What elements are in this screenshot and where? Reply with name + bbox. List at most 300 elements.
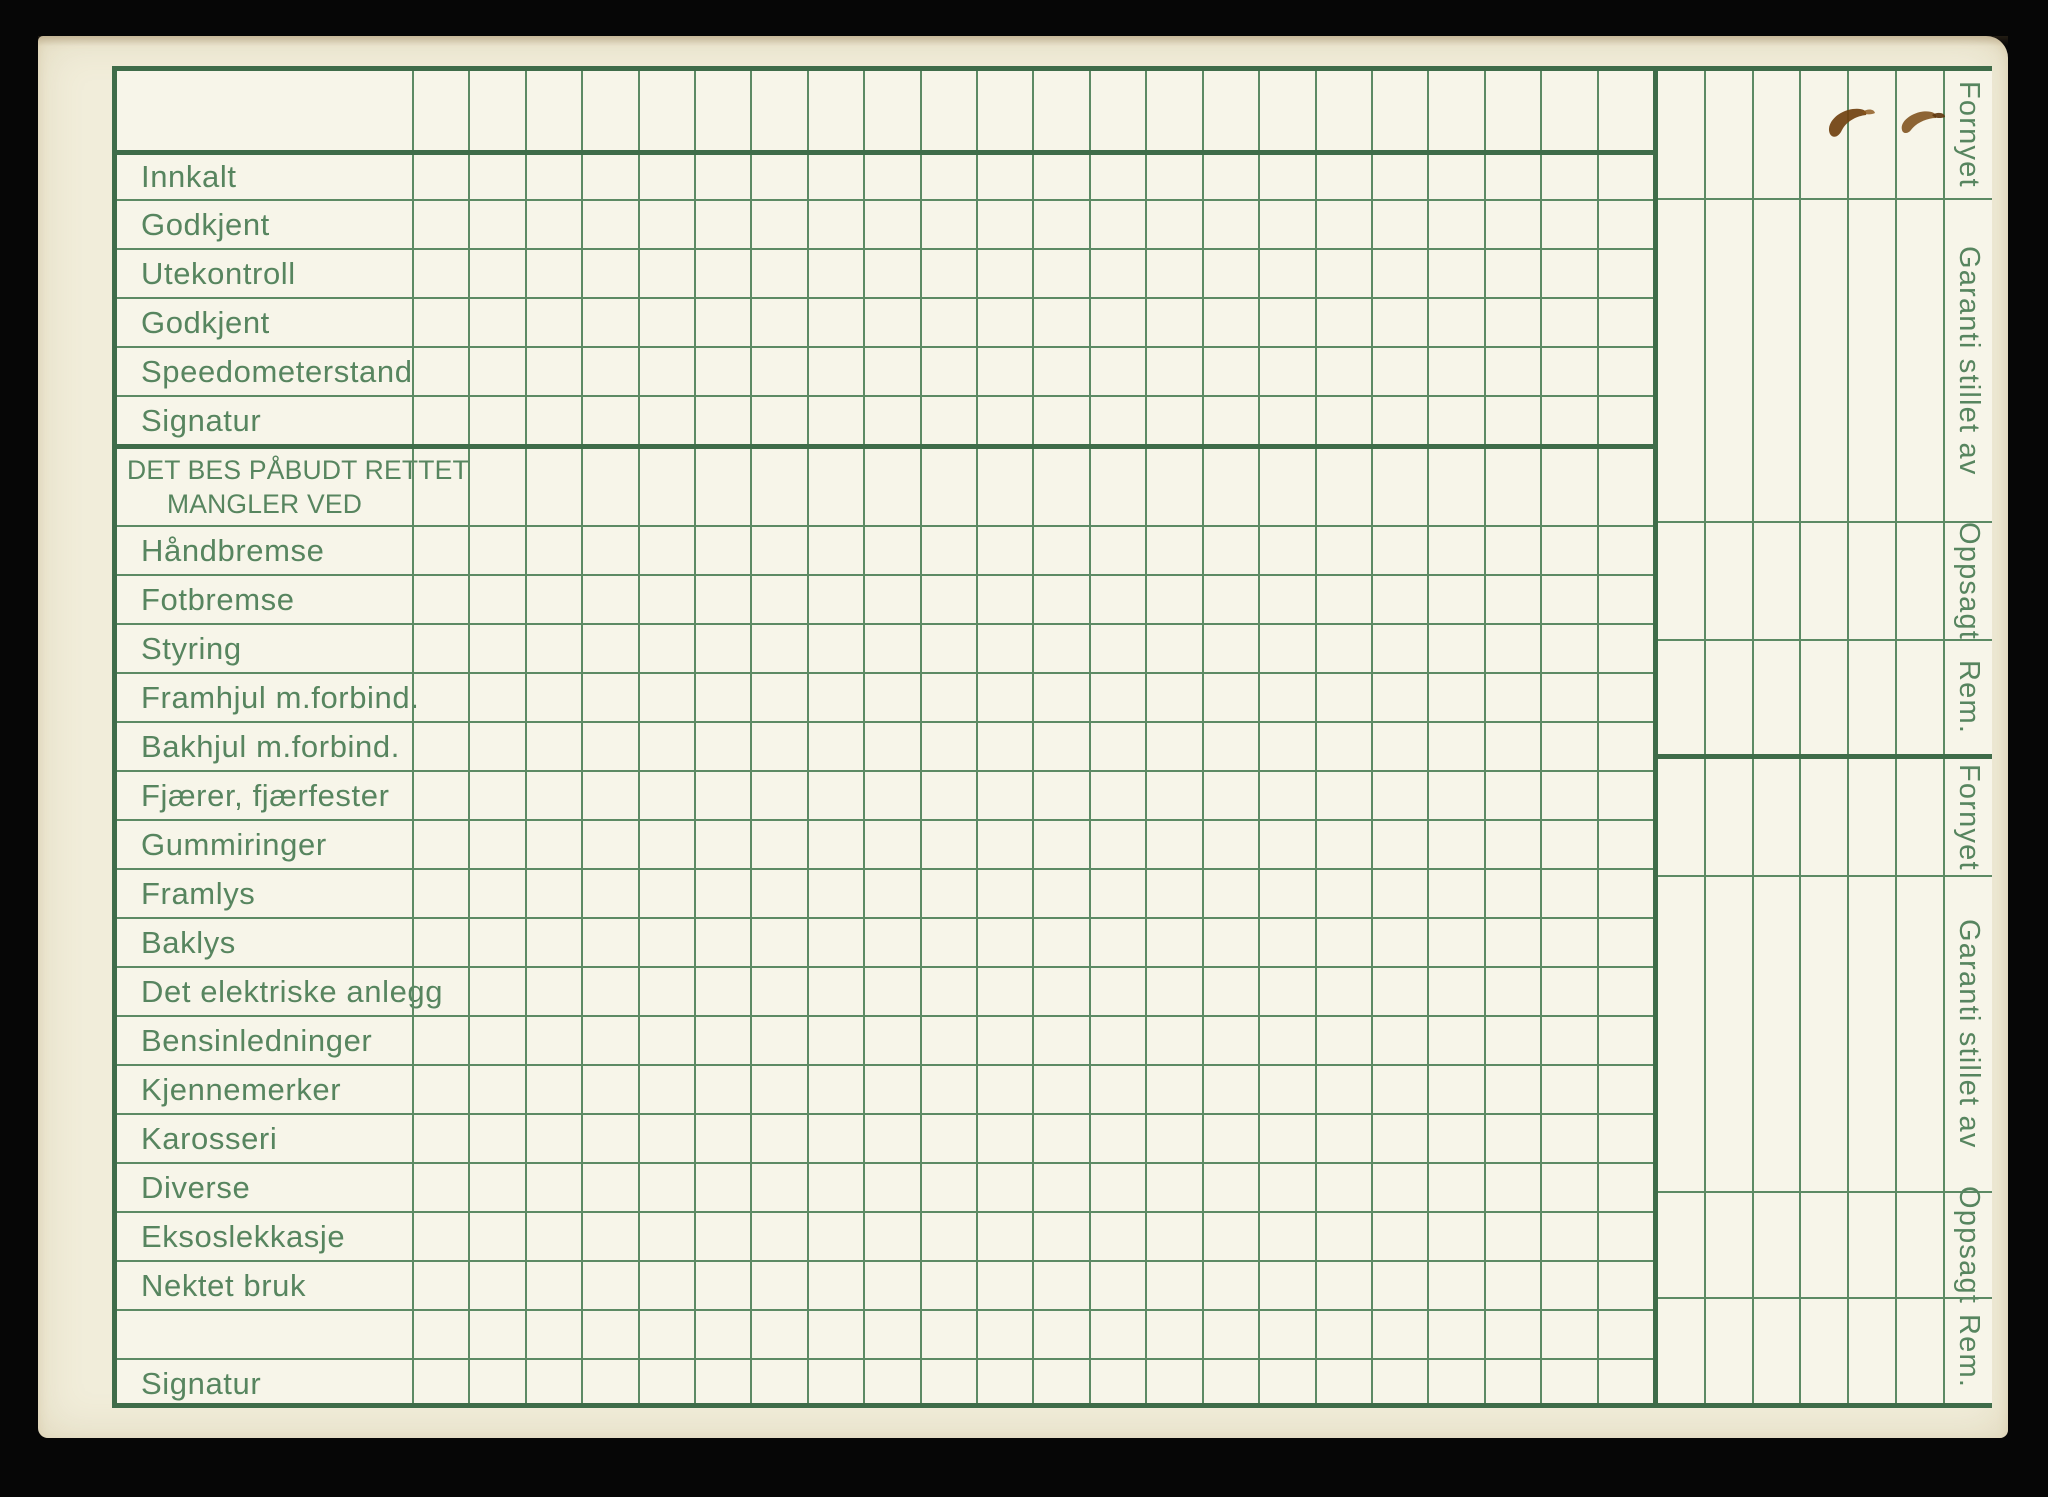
grid-cell bbox=[750, 527, 806, 574]
row-cells bbox=[412, 1017, 1653, 1064]
grid-cell bbox=[976, 1164, 1032, 1211]
grid-cell bbox=[412, 625, 468, 672]
grid-cell bbox=[468, 155, 524, 199]
grid-cell bbox=[863, 1017, 919, 1064]
grid-cell bbox=[1371, 968, 1427, 1015]
grid-cell bbox=[412, 1311, 468, 1358]
grid-cell bbox=[807, 968, 863, 1015]
grid-cell bbox=[1315, 821, 1371, 868]
grid-cell bbox=[412, 527, 468, 574]
grid-cell bbox=[976, 576, 1032, 623]
grid-cell bbox=[1315, 968, 1371, 1015]
grid-cell bbox=[1258, 1360, 1314, 1407]
grid-cell bbox=[1540, 155, 1596, 199]
grid-cell bbox=[581, 723, 637, 770]
grid-cell bbox=[807, 155, 863, 199]
grid-cell bbox=[1145, 625, 1201, 672]
grid-cell bbox=[1371, 919, 1427, 966]
table-row bbox=[117, 966, 1653, 1015]
grid-cell bbox=[1089, 527, 1145, 574]
grid-cell bbox=[1427, 250, 1483, 297]
row-cells bbox=[412, 821, 1653, 868]
grid-cell bbox=[807, 1017, 863, 1064]
panel-section-cells bbox=[1658, 877, 1943, 1191]
grid-cell bbox=[807, 1213, 863, 1260]
table-row bbox=[117, 917, 1653, 966]
grid-cell bbox=[581, 1262, 637, 1309]
grid-cell bbox=[1202, 250, 1258, 297]
grid-cell bbox=[807, 870, 863, 917]
grid-cell bbox=[750, 674, 806, 721]
grid-cell bbox=[1427, 919, 1483, 966]
grid-cell bbox=[581, 1213, 637, 1260]
table-row bbox=[117, 444, 1653, 525]
grid-cell bbox=[1315, 1115, 1371, 1162]
grid-cell bbox=[750, 449, 806, 525]
grid-cell bbox=[638, 1311, 694, 1358]
grid-cell bbox=[1315, 397, 1371, 444]
grid-cell bbox=[1540, 674, 1596, 721]
grid-cell bbox=[1427, 1066, 1483, 1113]
grid-cell bbox=[1089, 1066, 1145, 1113]
grid-cell bbox=[1704, 1193, 1752, 1297]
row-label: Styring bbox=[141, 630, 242, 666]
grid-cell bbox=[468, 821, 524, 868]
grid-cell bbox=[1315, 625, 1371, 672]
panel-section-cells bbox=[1658, 1193, 1943, 1297]
grid-cell bbox=[1597, 919, 1653, 966]
grid-cell bbox=[581, 821, 637, 868]
grid-cell bbox=[1427, 1311, 1483, 1358]
grid-cell bbox=[1484, 772, 1540, 819]
grid-cell bbox=[1597, 576, 1653, 623]
panel-section-label: Rem. bbox=[1943, 1299, 1992, 1403]
grid-cell bbox=[525, 250, 581, 297]
row-cells bbox=[412, 870, 1653, 917]
grid-cell bbox=[694, 527, 750, 574]
grid-cell bbox=[412, 919, 468, 966]
grid-cell bbox=[863, 1066, 919, 1113]
grid-cell bbox=[1597, 1017, 1653, 1064]
row-label: Diverse bbox=[141, 1169, 251, 1205]
ink-stain-right bbox=[1902, 111, 1937, 133]
table-row bbox=[117, 868, 1653, 917]
grid-cell bbox=[1427, 968, 1483, 1015]
grid-cell bbox=[1484, 968, 1540, 1015]
row-cells bbox=[412, 772, 1653, 819]
grid-cell bbox=[1895, 759, 1943, 875]
grid-cell bbox=[581, 674, 637, 721]
grid-cell bbox=[807, 576, 863, 623]
grid-cell bbox=[1145, 1213, 1201, 1260]
grid-cell bbox=[1427, 625, 1483, 672]
row-label bbox=[117, 449, 469, 525]
grid-cell bbox=[1145, 71, 1201, 150]
row-label: Eksoslekkasje bbox=[141, 1218, 346, 1254]
grid-cell bbox=[1202, 1360, 1258, 1407]
grid-cell bbox=[468, 1262, 524, 1309]
grid-cell bbox=[1145, 397, 1201, 444]
grid-cell bbox=[1597, 625, 1653, 672]
table-row bbox=[117, 1015, 1653, 1064]
row-cells bbox=[412, 1066, 1653, 1113]
grid-cell bbox=[694, 1360, 750, 1407]
row-cells bbox=[412, 919, 1653, 966]
grid-cell bbox=[1371, 870, 1427, 917]
row-cells bbox=[412, 1164, 1653, 1211]
grid-cell bbox=[525, 155, 581, 199]
grid-cell bbox=[412, 299, 468, 346]
grid-cell bbox=[1315, 674, 1371, 721]
grid-cell bbox=[1032, 250, 1088, 297]
grid-cell bbox=[581, 201, 637, 248]
grid-cell bbox=[1032, 1164, 1088, 1211]
grid-cell bbox=[525, 1017, 581, 1064]
grid-cell bbox=[1484, 1164, 1540, 1211]
grid-cell bbox=[863, 625, 919, 672]
grid-cell bbox=[1089, 397, 1145, 444]
row-label: Det elektriske anlegg bbox=[141, 973, 444, 1009]
grid-cell bbox=[750, 772, 806, 819]
grid-cell bbox=[468, 1164, 524, 1211]
grid-cell bbox=[1427, 723, 1483, 770]
grid-cell bbox=[807, 250, 863, 297]
grid-cell bbox=[976, 772, 1032, 819]
grid-cell bbox=[581, 527, 637, 574]
grid-cell bbox=[1258, 576, 1314, 623]
grid-cell bbox=[863, 870, 919, 917]
grid-cell bbox=[1371, 1311, 1427, 1358]
row-label: Framlys bbox=[141, 875, 256, 911]
grid-cell bbox=[1847, 759, 1895, 875]
grid-cell bbox=[525, 1311, 581, 1358]
grid-cell bbox=[1202, 919, 1258, 966]
table-row bbox=[117, 672, 1653, 721]
table-row bbox=[117, 1064, 1653, 1113]
grid-cell bbox=[694, 919, 750, 966]
grid-cell bbox=[1658, 200, 1704, 521]
grid-cell bbox=[1484, 1115, 1540, 1162]
grid-cell bbox=[468, 201, 524, 248]
grid-cell bbox=[1258, 625, 1314, 672]
grid-cell bbox=[1089, 1213, 1145, 1260]
panel-section-label: Garanti stillet av bbox=[1943, 877, 1992, 1191]
grid-cell bbox=[1540, 625, 1596, 672]
panel-section-cells bbox=[1658, 523, 1943, 639]
grid-cell bbox=[412, 968, 468, 1015]
grid-cell bbox=[581, 250, 637, 297]
grid-cell bbox=[750, 968, 806, 1015]
grid-cell bbox=[807, 1262, 863, 1309]
grid-cell bbox=[1145, 576, 1201, 623]
grid-cell bbox=[1145, 919, 1201, 966]
grid-cell bbox=[976, 674, 1032, 721]
grid-cell bbox=[1258, 397, 1314, 444]
grid-cell bbox=[750, 723, 806, 770]
grid-cell bbox=[1315, 348, 1371, 395]
grid-cell bbox=[694, 968, 750, 1015]
grid-cell bbox=[525, 1262, 581, 1309]
grid-cell bbox=[1145, 201, 1201, 248]
grid-cell bbox=[1202, 576, 1258, 623]
grid-cell bbox=[920, 870, 976, 917]
grid-cell bbox=[1202, 870, 1258, 917]
row-label: Nektet bruk bbox=[141, 1267, 307, 1303]
grid-cell bbox=[468, 527, 524, 574]
grid-cell bbox=[468, 1311, 524, 1358]
grid-cell bbox=[1315, 201, 1371, 248]
row-label: Bakhjul m.forbind. bbox=[141, 728, 400, 764]
panel-section bbox=[1658, 754, 1992, 875]
grid-cell bbox=[1371, 155, 1427, 199]
grid-cell bbox=[750, 1360, 806, 1407]
grid-cell bbox=[1371, 299, 1427, 346]
grid-cell bbox=[412, 71, 468, 150]
grid-cell bbox=[1145, 250, 1201, 297]
grid-cell bbox=[1089, 968, 1145, 1015]
grid-cell bbox=[468, 397, 524, 444]
grid-cell bbox=[1371, 201, 1427, 248]
grid-cell bbox=[1089, 772, 1145, 819]
grid-cell bbox=[581, 576, 637, 623]
grid-cell bbox=[525, 723, 581, 770]
grid-cell bbox=[920, 1115, 976, 1162]
grid-cell bbox=[920, 250, 976, 297]
grid-cell bbox=[1847, 641, 1895, 754]
grid-cell bbox=[1315, 449, 1371, 525]
grid-cell bbox=[1258, 821, 1314, 868]
grid-cell bbox=[863, 1360, 919, 1407]
grid-cell bbox=[1427, 527, 1483, 574]
grid-cell bbox=[920, 1262, 976, 1309]
grid-cell bbox=[976, 449, 1032, 525]
grid-cell bbox=[1484, 250, 1540, 297]
grid-cell bbox=[1540, 201, 1596, 248]
grid-cell bbox=[1597, 968, 1653, 1015]
grid-cell bbox=[1371, 821, 1427, 868]
grid-cell bbox=[412, 1262, 468, 1309]
grid-cell bbox=[412, 348, 468, 395]
grid-cell bbox=[1258, 1164, 1314, 1211]
grid-cell bbox=[863, 397, 919, 444]
panel-section-label: Fornyet bbox=[1943, 71, 1992, 198]
grid-cell bbox=[976, 250, 1032, 297]
grid-cell bbox=[1427, 674, 1483, 721]
grid-cell bbox=[1315, 299, 1371, 346]
table-row bbox=[117, 623, 1653, 672]
grid-cell bbox=[1484, 201, 1540, 248]
grid-cell bbox=[1202, 1262, 1258, 1309]
grid-cell bbox=[1895, 523, 1943, 639]
grid-cell bbox=[1089, 674, 1145, 721]
grid-cell bbox=[1315, 870, 1371, 917]
row-cells bbox=[412, 527, 1653, 574]
grid-cell bbox=[468, 1017, 524, 1064]
grid-cell bbox=[976, 71, 1032, 150]
grid-cell bbox=[638, 348, 694, 395]
grid-cell bbox=[750, 1115, 806, 1162]
grid-cell bbox=[807, 919, 863, 966]
grid-cell bbox=[863, 348, 919, 395]
grid-cell bbox=[920, 1066, 976, 1113]
grid-cell bbox=[1315, 250, 1371, 297]
grid-cell bbox=[1315, 155, 1371, 199]
row-label: Fotbremse bbox=[141, 581, 295, 617]
grid-cell bbox=[1540, 1311, 1596, 1358]
table-row bbox=[117, 1309, 1653, 1358]
grid-cell bbox=[694, 1017, 750, 1064]
grid-cell bbox=[694, 1262, 750, 1309]
grid-cell bbox=[638, 155, 694, 199]
grid-cell bbox=[1484, 1066, 1540, 1113]
grid-cell bbox=[863, 449, 919, 525]
grid-cell bbox=[694, 71, 750, 150]
grid-cell bbox=[1427, 71, 1483, 150]
grid-cell bbox=[1371, 772, 1427, 819]
grid-cell bbox=[1658, 877, 1704, 1191]
grid-cell bbox=[1704, 71, 1752, 198]
grid-cell bbox=[1089, 821, 1145, 868]
grid-cell bbox=[638, 821, 694, 868]
grid-cell bbox=[468, 71, 524, 150]
grid-cell bbox=[694, 299, 750, 346]
grid-cell bbox=[750, 71, 806, 150]
grid-cell bbox=[1258, 968, 1314, 1015]
grid-cell bbox=[1371, 576, 1427, 623]
grid-cell bbox=[1799, 641, 1847, 754]
row-label: Bensinledninger bbox=[141, 1022, 373, 1058]
grid-cell bbox=[1597, 821, 1653, 868]
grid-cell bbox=[1258, 674, 1314, 721]
row-label bbox=[117, 71, 412, 150]
grid-cell bbox=[525, 71, 581, 150]
grid-cell bbox=[1427, 821, 1483, 868]
grid-cell bbox=[581, 1311, 637, 1358]
grid-cell bbox=[1258, 1311, 1314, 1358]
grid-cell bbox=[1597, 772, 1653, 819]
grid-cell bbox=[638, 576, 694, 623]
grid-cell bbox=[1258, 1262, 1314, 1309]
grid-cell bbox=[920, 1164, 976, 1211]
table-row bbox=[117, 395, 1653, 444]
grid-cell bbox=[1484, 625, 1540, 672]
grid-cell bbox=[1427, 1017, 1483, 1064]
grid-cell bbox=[1032, 348, 1088, 395]
grid-cell bbox=[694, 397, 750, 444]
grid-cell bbox=[1202, 1066, 1258, 1113]
grid-cell bbox=[1484, 674, 1540, 721]
main-table bbox=[112, 66, 1653, 1408]
grid-cell bbox=[807, 397, 863, 444]
grid-cell bbox=[1540, 449, 1596, 525]
grid-cell bbox=[920, 449, 976, 525]
grid-cell bbox=[1371, 1115, 1427, 1162]
grid-cell bbox=[694, 348, 750, 395]
grid-cell bbox=[638, 1017, 694, 1064]
grid-cell bbox=[750, 821, 806, 868]
panel-section-label: Fornyet bbox=[1943, 759, 1992, 875]
grid-cell bbox=[1258, 250, 1314, 297]
grid-cell bbox=[1427, 772, 1483, 819]
grid-cell bbox=[1427, 449, 1483, 525]
grid-cell bbox=[863, 723, 919, 770]
grid-cell bbox=[807, 299, 863, 346]
grid-cell bbox=[1704, 641, 1752, 754]
panel-section-label: Garanti stillet av bbox=[1943, 200, 1992, 521]
grid-cell bbox=[412, 576, 468, 623]
grid-cell bbox=[468, 870, 524, 917]
grid-cell bbox=[525, 299, 581, 346]
panel-section-cells bbox=[1658, 759, 1943, 875]
grid-cell bbox=[1752, 641, 1800, 754]
grid-cell bbox=[863, 1115, 919, 1162]
grid-cell bbox=[1484, 821, 1540, 868]
row-cells bbox=[412, 71, 1653, 150]
grid-cell bbox=[1427, 1115, 1483, 1162]
grid-cell bbox=[694, 1311, 750, 1358]
grid-cell bbox=[976, 1213, 1032, 1260]
row-cells bbox=[412, 1262, 1653, 1309]
grid-cell bbox=[863, 527, 919, 574]
panel-section bbox=[1658, 521, 1992, 639]
grid-cell bbox=[581, 870, 637, 917]
grid-cell bbox=[525, 1213, 581, 1260]
grid-cell bbox=[807, 772, 863, 819]
grid-cell bbox=[581, 1164, 637, 1211]
grid-cell bbox=[1484, 71, 1540, 150]
grid-cell bbox=[468, 348, 524, 395]
grid-cell bbox=[1484, 527, 1540, 574]
grid-cell bbox=[581, 625, 637, 672]
grid-cell bbox=[750, 625, 806, 672]
grid-cell bbox=[750, 1066, 806, 1113]
grid-cell bbox=[468, 299, 524, 346]
grid-cell bbox=[1315, 1213, 1371, 1260]
grid-cell bbox=[1202, 1115, 1258, 1162]
grid-cell bbox=[1597, 1066, 1653, 1113]
grid-cell bbox=[1540, 723, 1596, 770]
grid-cell bbox=[1752, 71, 1800, 198]
grid-cell bbox=[581, 1017, 637, 1064]
grid-cell bbox=[863, 1311, 919, 1358]
row-cells bbox=[412, 1115, 1653, 1162]
grid-cell bbox=[1799, 759, 1847, 875]
grid-cell bbox=[412, 821, 468, 868]
grid-cell bbox=[694, 870, 750, 917]
grid-cell bbox=[1597, 201, 1653, 248]
grid-cell bbox=[1032, 71, 1088, 150]
table-row bbox=[117, 770, 1653, 819]
grid-cell bbox=[1371, 527, 1427, 574]
grid-cell bbox=[412, 1213, 468, 1260]
row-label: Fjærer, fjærfester bbox=[141, 777, 390, 813]
grid-cell bbox=[1371, 71, 1427, 150]
grid-cell bbox=[1540, 968, 1596, 1015]
grid-cell bbox=[1371, 723, 1427, 770]
grid-cell bbox=[807, 201, 863, 248]
grid-cell bbox=[638, 449, 694, 525]
grid-cell bbox=[1427, 576, 1483, 623]
grid-cell bbox=[920, 348, 976, 395]
grid-cell bbox=[1540, 919, 1596, 966]
table-row bbox=[117, 1113, 1653, 1162]
grid-cell bbox=[468, 1213, 524, 1260]
grid-cell bbox=[920, 723, 976, 770]
grid-cell bbox=[1315, 1017, 1371, 1064]
grid-cell bbox=[694, 155, 750, 199]
grid-cell bbox=[1315, 919, 1371, 966]
grid-cell bbox=[1895, 641, 1943, 754]
